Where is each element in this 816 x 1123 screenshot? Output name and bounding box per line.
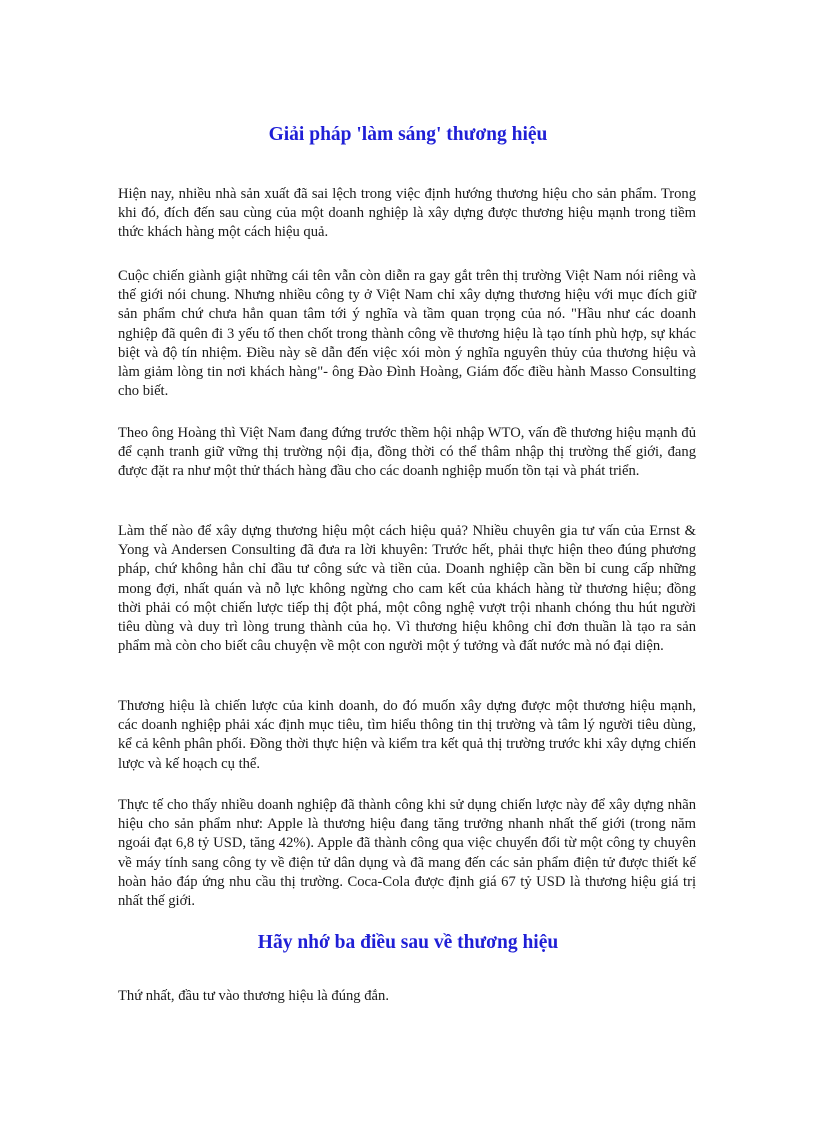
paragraph-brand-competition: Cuộc chiến giành giật những cái tên vẫn còn diễn ra gay gắt trên thị trường Việt Nam nói riêng và thế giới nói chung. Nhưng nhiều công ty ở Việt Nam chỉ xây dựng thương hiệu với mục đích giữ sản phẩm chứ chưa hẳn quan tâm tới ý nghĩa và tầm quan trọng của nó. "Hầu như các doanh nghiệp đã quên đi 3 yếu tố then chốt trong thành công về thương hiệu là tạo tính phù hợp, sự khác biệt và độ tín nhiệm. Điều này sẽ dẫn đến việc xói mòn ý nghĩa nguyên thủy của thương hiệu và làm giảm lòng tin nơi khách hàng"- ông Đào Đình Hoàng, Giám đốc điều hành Masso Consulting cho biết. [118,268,696,400]
paragraph-wto: Theo ông Hoàng thì Việt Nam đang đứng trước thềm hội nhập WTO, vấn đề thương hiệu mạnh đủ để cạnh tranh giữ vững thị trường nội địa, đồng thời có thể thâm nhập thị trường thế giới, đang được đặt ra như một thử thách hàng đầu cho các doanh nghiệp muốn tồn tại và phát triển. [118,425,696,480]
paragraph-expert-advice: Làm thế nào để xây dựng thương hiệu một cách hiệu quả? Nhiều chuyên gia tư vấn của Ernst & Yong và Andersen Consulting đã đưa ra lời khuyên: Trước hết, phải thực hiện theo đúng phương pháp, chứ không hẳn chỉ đầu tư công sức và tiền của. Doanh nghiệp cần bền bỉ cung cấp những mong đợi, nhất quán và nỗ lực không ngừng cho cam kết của khách hàng từ thương hiệu; đồng thời phải có một chiến lược tiếp thị đột phá, một công nghệ vượt trội nhanh chóng thu hút người tiêu dùng và duy trì lòng trung thành của họ. Vì thương hiệu không chỉ đơn thuần là tạo ra sản phẩm mà còn cho biết câu chuyện về một con người một ý tưởng và đất nước mà nó đại diện. [118,523,696,655]
page-title: Giải pháp 'làm sáng' thương hiệu [268,124,548,145]
paragraph-strategy: Thương hiệu là chiến lược của kinh doanh, do đó muốn xây dựng được một thương hiệu mạnh, các doanh nghiệp phải xác định mục tiêu, tìm hiểu thông tin thị trường và tâm lý người tiêu dùng, kể cả kênh phân phối. Đồng thời thực hiện và kiểm tra kết quả thị trường trước khi xây dựng chiến lược và kế hoạch cụ thể. [118,698,696,772]
paragraph-examples: Thực tế cho thấy nhiều doanh nghiệp đã thành công khi sử dụng chiến lược này để xây dựng nhãn hiệu cho sản phẩm như: Apple là thương hiệu đang tăng trưởng nhanh nhất thế giới (trong năm ngoái đạt 6,8 tỷ USD, tăng 42%). Apple đã thành công qua việc chuyển đổi từ một công ty chuyên về máy tính sang công ty về điện tử dân dụng và đã mang đến các sản phẩm điện tử được thiết kế hoàn hảo đáp ứng nhu cầu thị trường. Coca-Cola được định giá 67 tỷ USD là thương hiệu giá trị nhất thế giới. [118,797,696,910]
paragraph-intro: Hiện nay, nhiều nhà sản xuất đã sai lệch trong việc định hướng thương hiệu cho sản phẩm. Trong khi đó, đích đến sau cùng của một doanh nghiệp là xây dựng được thương hiệu mạnh trong tiềm thức khách hàng một cách hiệu quả. [118,186,696,241]
paragraph-first-point: Thứ nhất, đầu tư vào thương hiệu là đúng đắn. [118,988,389,1004]
section-heading: Hãy nhớ ba điều sau về thương hiệu [257,932,559,953]
